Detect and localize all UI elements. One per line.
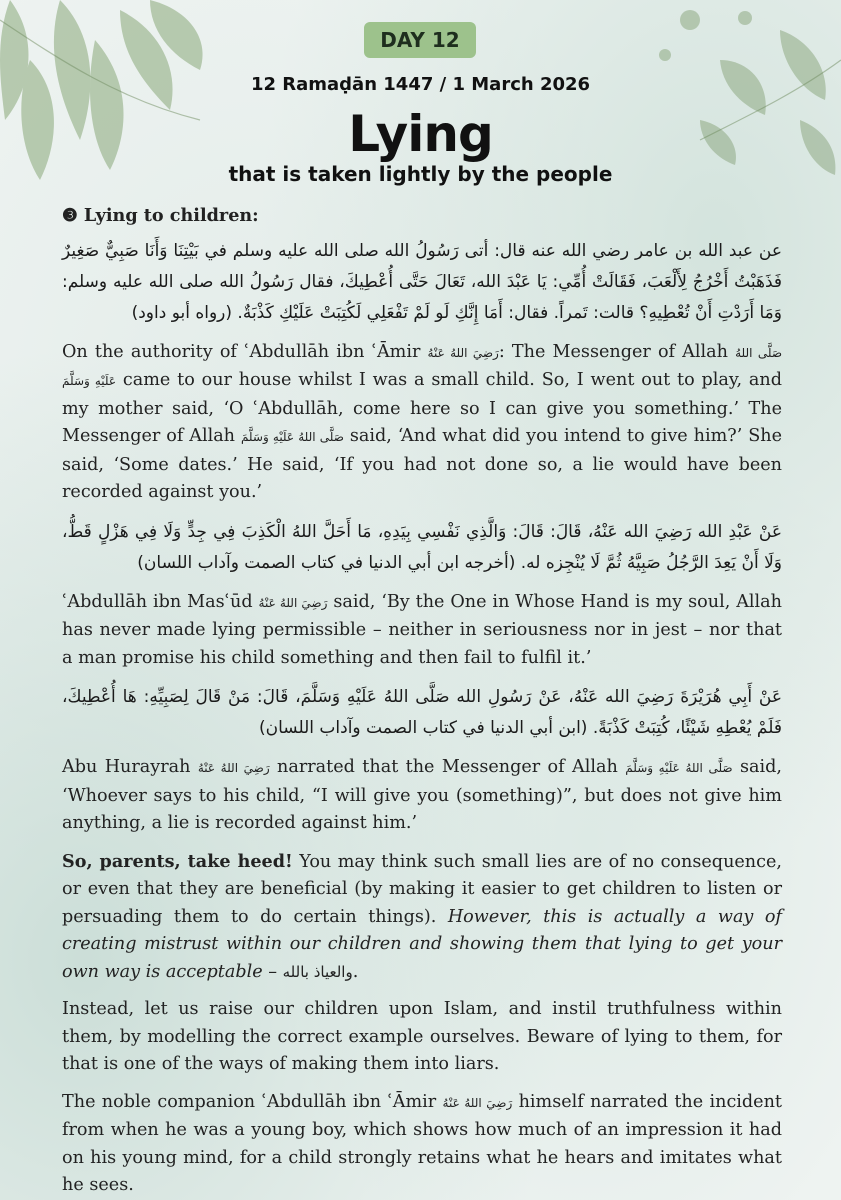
advice-arabic: والعياذ بالله bbox=[282, 962, 353, 981]
hadith-1-text-4: said, ‘And what did you intend to give him?’ She said, ‘Some dates.’ He said, ‘If you had not done so, a lie would have been recorded against you.’ bbox=[62, 426, 783, 502]
hadith-1-text-2: : The Messenger of Allah bbox=[498, 341, 736, 362]
honorific: رَضِيَ اللهُ عَنْهُ bbox=[442, 1095, 513, 1110]
advice-italic: However, this is actually a way of creating mistrust within our children and showing them that lying to get your own way is acceptable bbox=[62, 906, 782, 982]
day-badge: DAY 12 bbox=[364, 22, 476, 58]
honorific: رَضِيَ اللهُ عَنْهُ bbox=[197, 761, 270, 775]
hadith-2-translation bbox=[62, 589, 782, 673]
hadith-3-text-2: narrated that the Messenger of Allah bbox=[269, 757, 626, 777]
closing-text-2: himself narrated the incident from when he was a young boy, which shows how much of an impression it had on his young mind, for a child strongly retains what he hears and imitates what he sees. bbox=[62, 1091, 782, 1195]
hadith-1-text-3: came to our house whilst I was a small child. So, I went out to play, and my mother said, ‘O ʿAbdullāh, come here so I can give you something.’ The Messenger of Allah bbox=[62, 370, 782, 446]
hadith-1-text-1: On the authority of ʿAbdullāh ibn ʿĀmir bbox=[62, 341, 428, 362]
hadith-3-text-3: said, ‘Whoever says to his child, “I will give you (something)”, but does not give him anything, a lie is recorded against him.’ bbox=[62, 757, 783, 833]
instead-paragraph: Instead, let us raise our children upon Islam, and instil truthfulness within them, by modelling the correct example ourselves. Beware of lying to them, for that is one of the ways of making them into liars. bbox=[62, 999, 782, 1074]
advice-dash: – bbox=[262, 961, 283, 982]
advice-paragraph bbox=[62, 848, 782, 987]
article-body bbox=[62, 202, 782, 1200]
page-title: Lying bbox=[348, 105, 493, 163]
hadith-1-translation bbox=[62, 339, 782, 507]
honorific: صَلَّى اللهُ عَلَيْهِ وَسَلَّمَ bbox=[240, 430, 344, 444]
advice-normal: You may think such small lies are of no consequence, or even that they are beneficial (by making it easier to get children to listen or persuading them to do certain things). bbox=[62, 851, 782, 927]
honorific: رَضِيَ اللهُ عَنْهُ bbox=[427, 345, 499, 360]
hadith-2-arabic: عَنْ عَبْدِ الله رَضِيَ الله عَنْهُ، قَالَ: قَالَ: وَالَّذِي نَفْسِي بِيَدِهِ، مَا أَحَلَّ اللهُ الْكَذِبَ فِي جِدٍّ وَلَا فِي هَزْلٍ قَطُّ، وَلَا أَنْ يَعِدَ الرَّجُلُ صَبِيَّهُ ثُمَّ لَا يُنْجِزه له. (أخرجه ابن أبي الدنيا في كتاب الصمت وآداب اللسان) bbox=[62, 521, 782, 573]
page-subtitle: that is taken lightly by the people bbox=[228, 162, 613, 186]
honorific: صَلَّى اللهُ عَلَيْهِ وَسَلَّمَ bbox=[625, 761, 733, 775]
hadith-2-text-2: said, ‘By the One in Whose Hand is my soul, Allah has never made lying permissible – neither in seriousness nor in jest – nor that a man promise his child something and then fail to fulfil it.’ bbox=[62, 591, 782, 668]
hadith-2-text-1: ʿAbdullāh ibn Masʿūd bbox=[62, 591, 259, 612]
hadith-1-arabic: عن عبد الله بن عامر رضي الله عنه قال: أتى رَسُولُ الله صلى الله عليه وسلم في بَيْتِنَا وَأَنَا صَبِيٌّ صَغِيرٌ فَذَهَبْتُ أَخْرُجُ لِأَلْعَبَ، فَقَالَتْ أُمِّي: يَا عَبْدَ الله، تَعَالَ حَتَّى أُعْطِيكَ، فقال رَسُولُ الله صلى الله عليه وسلم: وَمَا أَرَدْتِ أَنْ تُعْطِيهِ؟ قالت: تَمراً. فقال: أَمَا إِنَّكِ لَو لَمْ تَفْعَلِي لَكُتِبَتْ عَلَيْكِ كَذْبَةٌ. (رواه أبو داود) bbox=[62, 240, 782, 323]
hadith-3-arabic: عَنْ أَبِي هُرَيْرَةَ رَضِيَ الله عَنْهُ، عَنْ رَسُولِ الله صَلَّى اللهُ عَلَيْهِ وَسَلَّمَ، قَالَ: مَنْ قَالَ لِصَبِيِّهِ: هَا أُعْطِيكَ، فَلَمْ يُعْطِهِ شَيْئًا، كُتِبَتْ كَذْبَةً. (ابن أبي الدنيا في كتاب الصمت وآداب اللسان) bbox=[62, 687, 782, 738]
advice-period: . bbox=[352, 961, 359, 982]
closing-text-1: The noble companion ʿAbdullāh ibn ʿĀmir bbox=[62, 1091, 443, 1112]
honorific: رَضِيَ اللهُ عَنْهُ bbox=[258, 595, 328, 610]
section-heading: ❸ Lying to children: bbox=[62, 205, 259, 226]
hadith-3-text-1: Abu Hurayrah bbox=[62, 757, 198, 777]
hadith-3-translation bbox=[62, 754, 782, 838]
date-line: 12 Ramaḍān 1447 / 1 March 2026 bbox=[250, 74, 591, 95]
honorific: صَلَّى اللهُ عَلَيْهِ وَسَلَّمَ bbox=[62, 345, 783, 388]
advice-bold: So, parents, take heed! bbox=[62, 850, 293, 872]
closing-paragraph bbox=[62, 1089, 782, 1200]
